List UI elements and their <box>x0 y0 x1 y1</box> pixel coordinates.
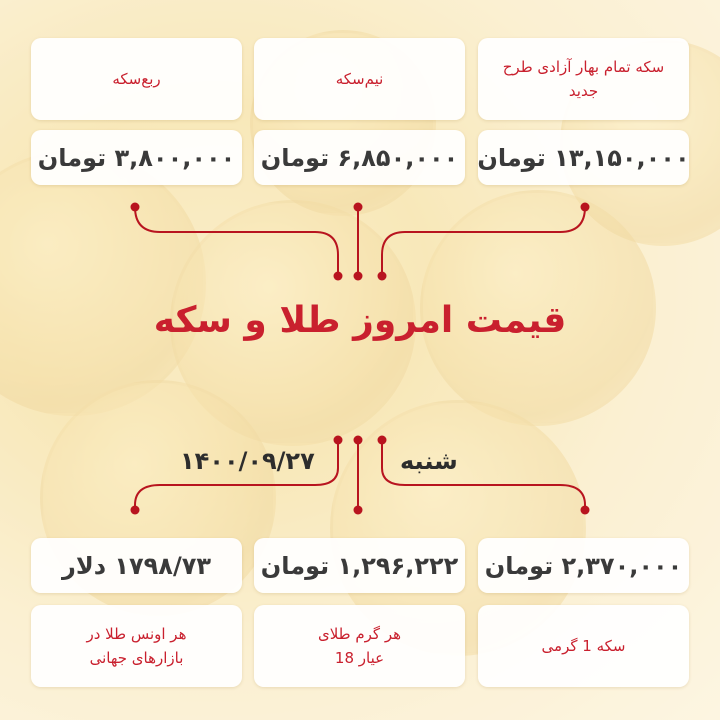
ounce-price: ۱۷۹۸/۷۳ دلار <box>31 538 242 593</box>
half-coin-label: نیم‌سکه <box>254 38 465 120</box>
full-coin-label: سکه تمام بهار آزادی طرح جدید <box>478 38 689 120</box>
gram-18k-label: هر گرم طلای عیار 18 <box>254 605 465 687</box>
date-text: ۱۴۰۰/۰۹/۲۷ <box>180 447 315 475</box>
full-coin-price: ۱۳,۱۵۰,۰۰۰ تومان <box>478 130 689 185</box>
ounce-label: هر اونس طلا در بازارهای جهانی <box>31 605 242 687</box>
gram-18k-price: ۱,۲۹۶,۲۲۲ تومان <box>254 538 465 593</box>
one-gram-coin-price: ۲,۳۷۰,۰۰۰ تومان <box>478 538 689 593</box>
one-gram-coin-label: سکه 1 گرمی <box>478 605 689 687</box>
page-title: قیمت امروز طلا و سکه <box>153 300 567 341</box>
half-coin-price: ۶,۸۵۰,۰۰۰ تومان <box>254 130 465 185</box>
quarter-coin-price: ۳,۸۰۰,۰۰۰ تومان <box>31 130 242 185</box>
weekday-text: شنبه <box>400 447 458 475</box>
quarter-coin-label: ربع‌سکه <box>31 38 242 120</box>
